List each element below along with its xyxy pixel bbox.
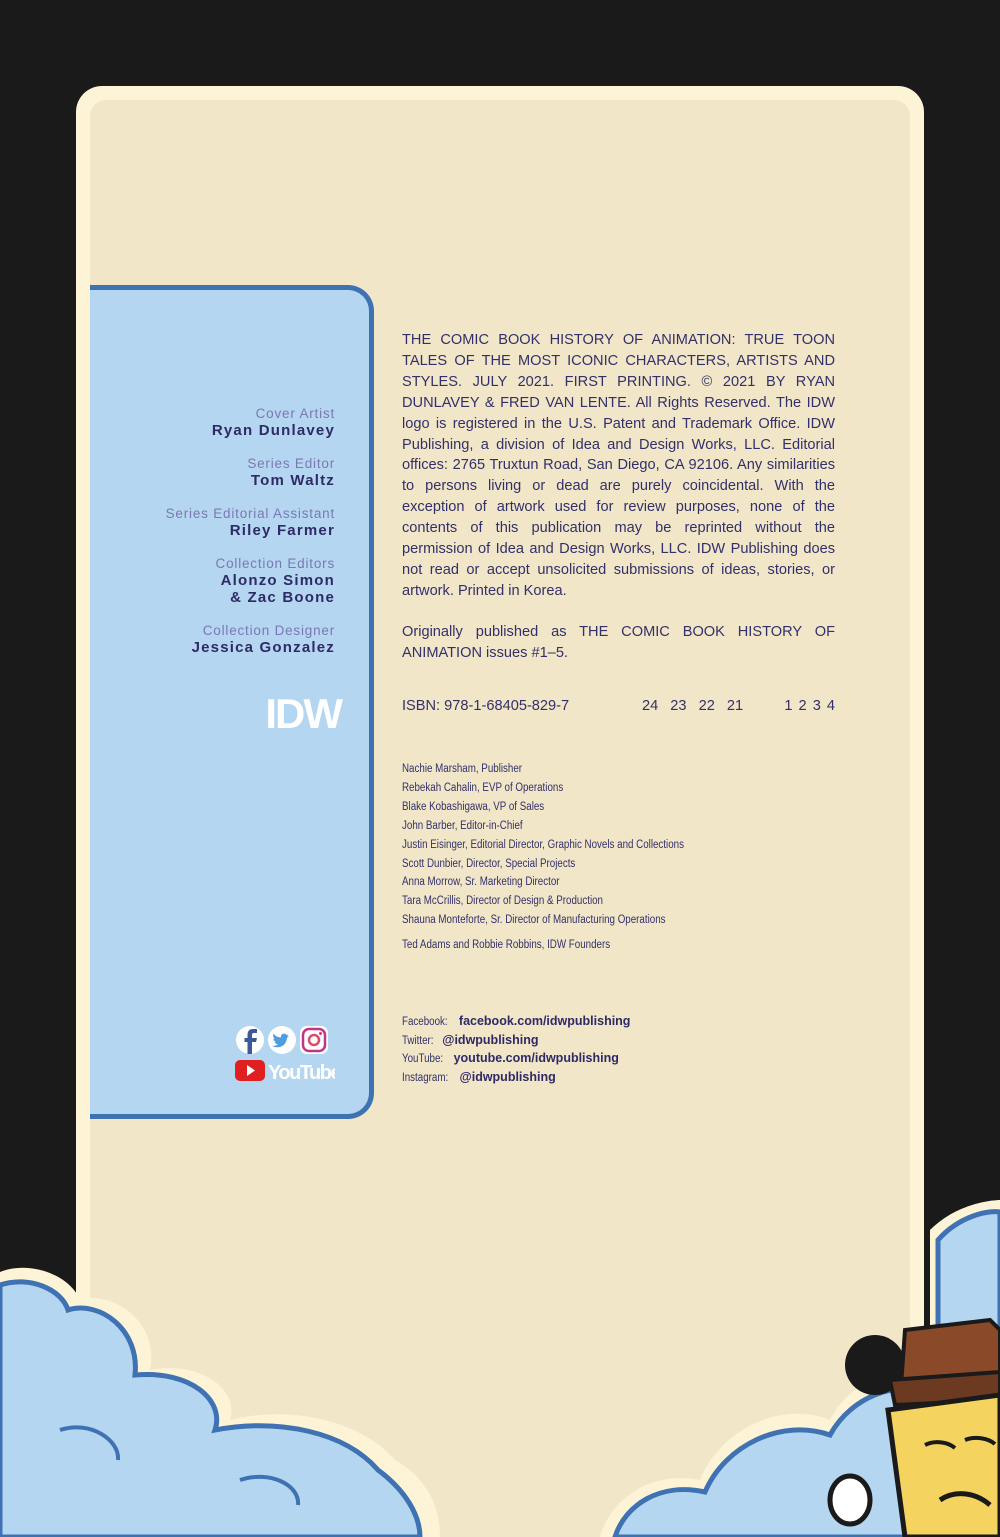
youtube-wordmark: YouTube	[268, 1062, 335, 1084]
isbn-number: ISBN: 978-1-68405-829-7	[402, 698, 570, 714]
staff-line: Blake Kobashigawa, VP of Sales	[402, 800, 545, 813]
credit-name: Riley Farmer	[229, 522, 335, 539]
credit-role: Series Editorial Assistant	[165, 506, 335, 521]
credit-role: Series Editor	[247, 456, 335, 471]
credit-name: & Zac Boone	[230, 589, 335, 606]
credit-role: Collection Editors	[215, 556, 335, 571]
staff-line: John Barber, Editor-in-Chief	[402, 819, 523, 832]
credit-name: Alonzo Simon	[220, 572, 335, 589]
staff-line: Shauna Monteforte, Sr. Director of Manufacturing Operations	[402, 914, 666, 927]
legal-paragraph: THE COMIC BOOK HISTORY OF ANIMATION: TRUE TOON TALES OF THE MOST ICONIC CHARACTERS, ARTISTS AND STYLES. JULY 2021. FIRST PRINTING. © 2021 BY RYAN DUNLAVEY & FRED VAN LENTE. All Rights Reserved. The IDW logo is registered in the U.S. Patent and Trademark Office. IDW Publishing, a division of Idea and Design Works, LLC. Editorial offices: 2765 Truxtun Road, San Diego, CA 92106. Any similarities to persons living or dead are purely coincidental. With the exception of artwork used for review purposes, none of the contents of this publication may be reprinted without the permission of Idea and Design Works, LLC. IDW Publishing does not read or accept unsolicited submissions of ideas, stories, or artwork. Printed in Korea.	[402, 332, 835, 599]
link-value[interactable]: @idwpublishing	[459, 1069, 556, 1084]
staff-line: Nachie Marsham, Publisher	[402, 763, 523, 775]
staff-line: Scott Dunbier, Director, Special Projects	[402, 857, 576, 870]
credit-role: Cover Artist	[255, 406, 335, 421]
staff-line: Tara McCrillis, Director of Design & Production	[402, 895, 603, 908]
credit-name: Ryan Dunlavey	[211, 422, 335, 439]
link-value[interactable]: @idwpublishing	[442, 1032, 539, 1047]
staff-line: Anna Morrow, Sr. Marketing Director	[402, 876, 560, 889]
credit-name: Jessica Gonzalez	[191, 639, 335, 656]
credit-name: Tom Waltz	[250, 472, 335, 489]
link-label: YouTube:	[402, 1053, 444, 1065]
staff-line: Rebekah Cahalin, EVP of Operations	[402, 781, 564, 794]
link-label: Instagram:	[402, 1071, 449, 1084]
credit-role: Collection Designer	[202, 623, 335, 638]
original-publication-note: Originally published as THE COMIC BOOK HISTORY OF ANIMATION issues #1–5.	[402, 623, 835, 661]
link-label: Facebook:	[402, 1016, 448, 1028]
idw-logo: IDW	[265, 690, 341, 737]
print-runs: 1 2 3 4	[784, 698, 835, 714]
print-years: 24 23 22 21	[642, 698, 744, 714]
founders-line: Ted Adams and Robbie Robbins, IDW Founders	[402, 939, 611, 951]
link-label: Twitter:	[402, 1034, 434, 1047]
link-value[interactable]: youtube.com/idwpublishing	[453, 1051, 619, 1065]
staff-line: Justin Eisinger, Editorial Director, Graphic Novels and Collections	[402, 838, 684, 851]
link-value[interactable]: facebook.com/idwpublishing	[458, 1014, 631, 1028]
